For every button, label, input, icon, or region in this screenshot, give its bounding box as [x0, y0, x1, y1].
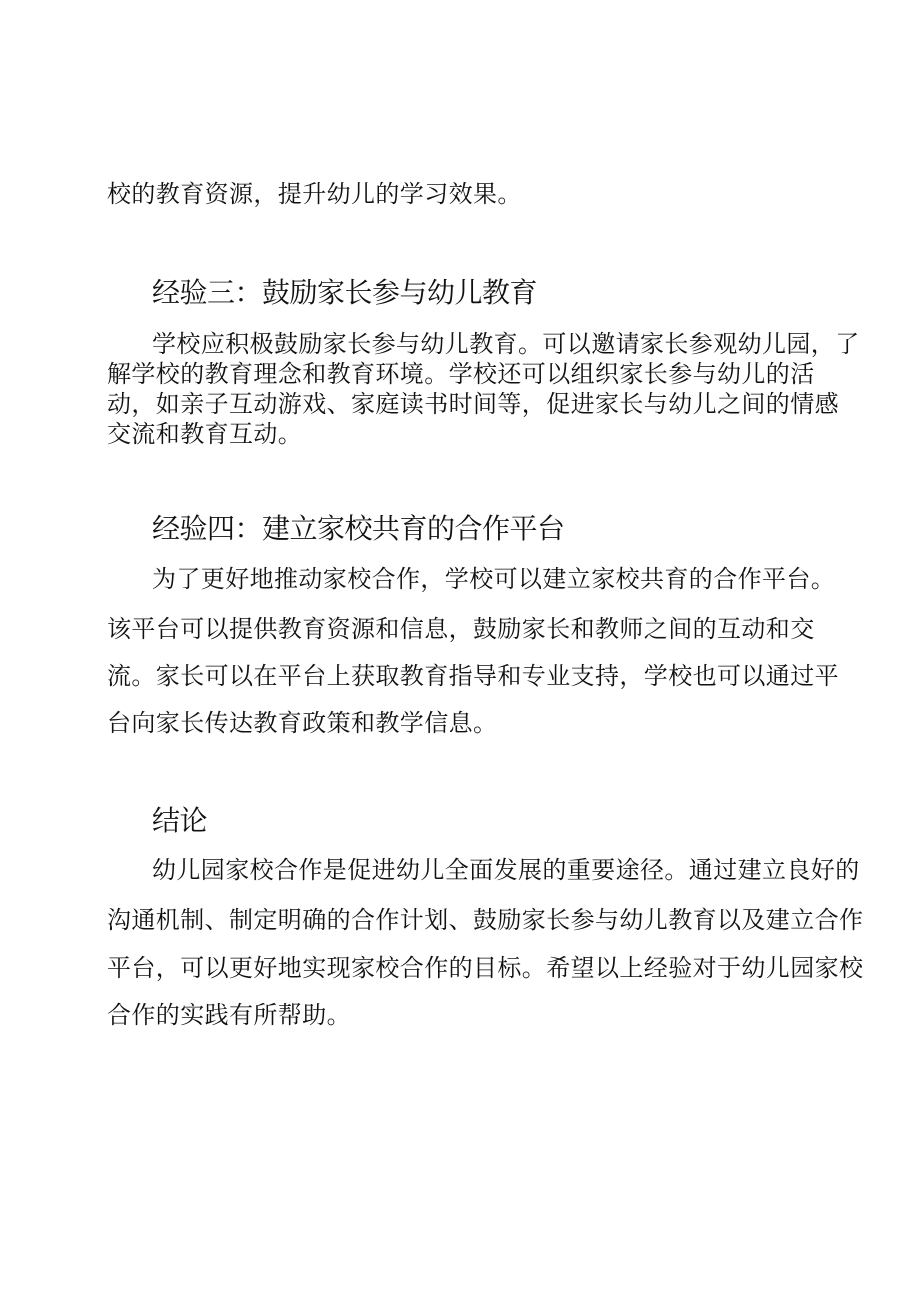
paragraph-line: 学校应积极鼓励家长参与幼儿教育。可以邀请家长参观幼儿园，了 [152, 330, 860, 358]
section-heading-conclusion: 结论 [152, 804, 208, 837]
paragraph-line: 平台，可以更好地实现家校合作的目标。希望以上经验对于幼儿园家校 [107, 954, 864, 982]
paragraph-line: 为了更好地推动家校合作，学校可以建立家校共育的合作平台。 [152, 565, 836, 593]
paragraph-line: 该平台可以提供教育资源和信息，鼓励家长和教师之间的互动和交 [107, 615, 815, 643]
intro-line-1: 校的教育资源，提升幼儿的学习效果。 [107, 180, 522, 208]
paragraph-line: 流。家长可以在平台上获取教育指导和专业支持，学校也可以通过平 [107, 662, 839, 690]
paragraph-line: 幼儿园家校合作是促进幼儿全面发展的重要途径。通过建立良好的 [152, 856, 860, 884]
paragraph-line: 沟通机制、制定明确的合作计划、鼓励家长参与幼儿教育以及建立合作 [107, 906, 864, 934]
section-heading-experience-4: 经验四：建立家校共育的合作平台 [152, 512, 565, 545]
paragraph-line: 解学校的教育理念和教育环境。学校还可以组织家长参与幼儿的活 [107, 360, 815, 388]
paragraph-line: 合作的实践有所帮助。 [107, 1001, 351, 1029]
paragraph-line: 台向家长传达教育政策和教学信息。 [107, 709, 498, 737]
paragraph-line: 交流和教育互动。 [107, 420, 303, 448]
section-heading-experience-3: 经验三：鼓励家长参与幼儿教育 [152, 276, 538, 309]
paragraph-line: 动，如亲子互动游戏、家庭读书时间等，促进家长与幼儿之间的情感 [107, 390, 839, 418]
